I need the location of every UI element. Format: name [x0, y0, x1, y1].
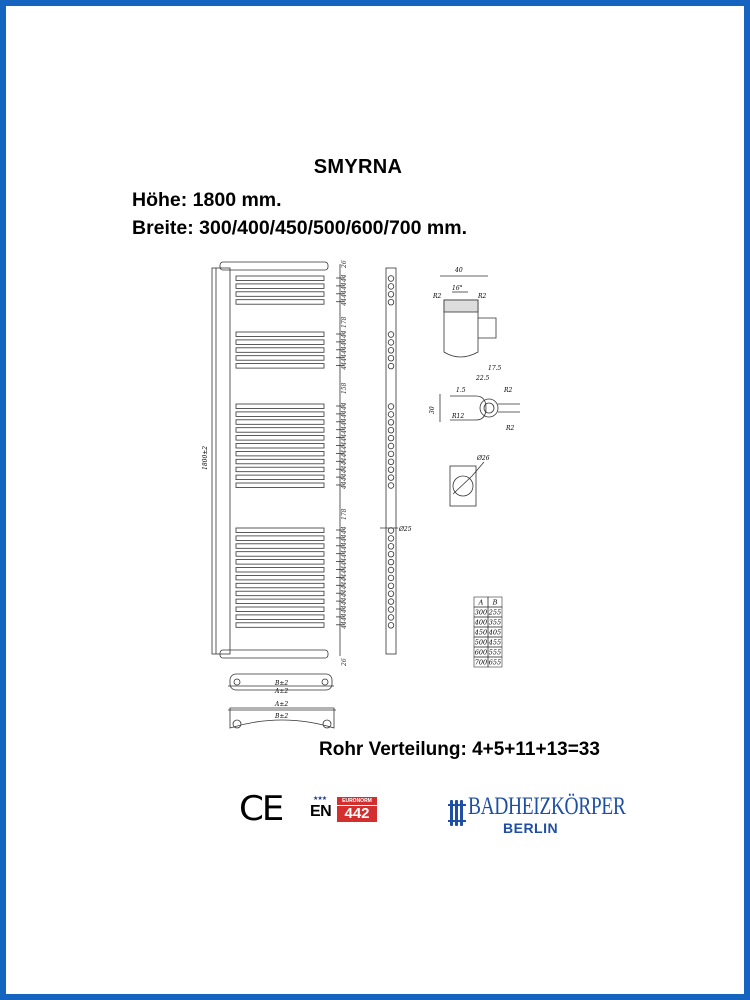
tube-circle: [388, 443, 394, 449]
table-value: 655: [488, 658, 502, 667]
tube: [236, 276, 324, 281]
table-value: 600: [474, 648, 488, 657]
tube-circle: [388, 355, 394, 361]
table-value: 500: [474, 638, 488, 647]
tube: [236, 459, 324, 464]
pitch-label: 44: [341, 338, 348, 346]
side-d3: 1.5: [456, 387, 466, 394]
left-collector: [212, 268, 230, 654]
horizontal-tubes: [236, 276, 324, 627]
pitch-label: 44: [341, 457, 348, 466]
pitch-label: 44: [341, 589, 348, 598]
pitch-label: 44: [341, 282, 348, 290]
tube: [236, 444, 324, 449]
profile-width-label: 40: [455, 267, 463, 274]
pitch-label: 44: [341, 274, 348, 282]
tube: [236, 404, 324, 409]
pitch-label: 44: [341, 534, 348, 542]
side-r1: R12: [452, 413, 465, 420]
tube-circle: [388, 332, 394, 338]
pitch-label: 44: [341, 346, 348, 354]
pitch-label: 44: [341, 621, 348, 629]
table-value: 450: [474, 628, 488, 637]
table-value: 355: [488, 618, 502, 627]
profile-r-right: R2: [478, 293, 487, 300]
front-view: [212, 260, 348, 667]
tube: [236, 528, 324, 533]
gap-label: 158: [341, 382, 348, 394]
pitch-label: 44: [341, 526, 348, 534]
tube-circle: [388, 459, 394, 465]
pitch-label: 44: [341, 481, 348, 489]
brand-name-bottom: BERLIN: [503, 820, 559, 836]
tube-circle: [388, 412, 394, 418]
tube: [236, 591, 324, 596]
tube: [236, 356, 324, 361]
tube-circle: [388, 435, 394, 441]
table-value: 255: [488, 608, 502, 617]
pitch-label: 44: [341, 473, 348, 482]
side-view: [380, 268, 398, 654]
tube-circle: [388, 623, 394, 629]
tube: [236, 412, 324, 417]
pitch-label: 44: [341, 402, 348, 410]
tube-circle: [388, 467, 394, 473]
tube: [236, 536, 324, 541]
profile-angle-label: 16°: [452, 285, 463, 292]
tube-detail: [450, 462, 484, 506]
table-value: 455: [488, 638, 502, 647]
pitch-label: 44: [341, 441, 348, 450]
en-euronorm: EURONORM: [337, 797, 377, 805]
pitch-label: 44: [341, 426, 348, 434]
gap-label: 26: [341, 658, 348, 666]
en-number: 442: [337, 806, 377, 822]
tube: [236, 544, 324, 549]
pitch-label: 44: [341, 550, 348, 558]
gap-label: 178: [341, 316, 348, 328]
pitch-label: 44: [341, 597, 348, 606]
tube-circle: [388, 340, 394, 346]
tube-circle: [388, 575, 394, 581]
eu-stars-icon: ★★★: [313, 796, 327, 802]
tube-circle: [388, 536, 394, 542]
tube-circle: [388, 483, 394, 489]
pitch-label: 44: [341, 465, 348, 474]
pitch-label: 44: [341, 449, 348, 458]
tube: [236, 420, 324, 425]
tube: [236, 348, 324, 353]
pitch-label: 44: [341, 361, 348, 370]
tube-circle: [388, 427, 394, 433]
ce-mark: CE: [238, 789, 283, 829]
tube-circle: [388, 299, 394, 305]
radiator-icon: [448, 796, 470, 832]
tube-circle: [388, 567, 394, 573]
pitch-label: 44: [341, 330, 348, 338]
tube-circle: [388, 528, 394, 534]
tube: [236, 467, 324, 472]
gap-label: 26: [341, 260, 348, 268]
tube-circle: [388, 451, 394, 457]
pitch-label: 44: [341, 613, 348, 621]
tube-circle: [388, 551, 394, 557]
pitch-label: 44: [341, 573, 348, 582]
tube: [236, 623, 324, 628]
tube: [236, 475, 324, 480]
detail-diameter-label: Ø26: [477, 455, 490, 462]
tube-circle: [388, 276, 394, 282]
pitch-label: 44: [341, 433, 348, 442]
tube-circle: [388, 284, 394, 290]
tube-circle: [388, 404, 394, 410]
tube-circle: [388, 607, 394, 613]
tube: [236, 300, 324, 305]
tube: [236, 615, 324, 620]
product-title: SMYRNA: [313, 156, 403, 178]
table-header: A: [478, 598, 484, 607]
tube: [236, 436, 324, 441]
tube: [236, 607, 324, 612]
tube: [236, 568, 324, 573]
tube-distribution: Rohr Verteilung: 4+5+11+13=33: [319, 739, 600, 760]
overall-height-label: 1800±2: [202, 445, 209, 470]
tube-circle: [388, 615, 394, 621]
table-header: B: [492, 598, 498, 607]
top-cap: [220, 262, 328, 270]
side-r3: R2: [506, 425, 515, 432]
brand-logo: [448, 793, 626, 843]
width-spec: Breite: 300/400/450/500/600/700 mm.: [132, 217, 467, 239]
tube: [236, 340, 324, 345]
tube: [236, 599, 324, 604]
side-r2: R2: [504, 387, 513, 394]
bottom-cap: [220, 650, 328, 658]
tube-circle: [388, 475, 394, 481]
pitch-label: 44: [341, 410, 348, 418]
en-prefix: EN: [310, 803, 332, 820]
side-collector: [386, 268, 396, 654]
tube-circle: [388, 363, 394, 369]
tube: [236, 292, 324, 297]
tube: [236, 583, 324, 588]
profile-r-left: R2: [433, 293, 442, 300]
tube: [236, 560, 324, 565]
tube: [236, 575, 324, 580]
tube-circle: [388, 583, 394, 589]
tube: [236, 552, 324, 557]
tube-circle: [388, 420, 394, 426]
side-d4: 30: [429, 406, 436, 414]
tube: [236, 451, 324, 456]
table-value: 300: [474, 608, 488, 617]
tube-circle: [388, 599, 394, 605]
pitch-label: 44: [341, 605, 348, 613]
tube-circle: [388, 348, 394, 354]
pitch-label: 44: [341, 418, 348, 426]
lower-view-a-label: A±2: [275, 701, 289, 708]
dimension-ticks: [336, 260, 348, 667]
pitch-label: 44: [341, 581, 348, 590]
dimension-table: [474, 597, 502, 667]
table-value: 555: [488, 648, 502, 657]
tube: [236, 284, 324, 289]
tube: [236, 364, 324, 369]
pitch-label: 44: [341, 298, 348, 306]
upper-view-a-label: A±2: [275, 688, 289, 695]
tube: [236, 483, 324, 488]
table-value: 700: [474, 658, 488, 667]
gap-label: 178: [341, 508, 348, 520]
side-d2: 22.5: [476, 375, 490, 382]
pitch-label: 44: [341, 542, 348, 550]
pitch-label: 44: [341, 557, 348, 566]
profile-top-detail: [440, 276, 496, 357]
pitch-label: 44: [341, 565, 348, 574]
height-spec: Höhe: 1800 mm.: [132, 189, 282, 211]
tube-circle: [388, 591, 394, 597]
brand-name-top: BADHEIZKÖRPER: [468, 793, 626, 820]
tube: [236, 428, 324, 433]
side-d1: 17.5: [488, 365, 502, 372]
tube-circle: [388, 559, 394, 565]
table-value: 405: [488, 628, 502, 637]
upper-view-b-label: B±2: [275, 680, 289, 687]
pitch-label: 44: [341, 354, 348, 362]
tube-diameter-label: Ø25: [399, 526, 412, 533]
table-value: 400: [474, 618, 488, 627]
lower-view-b-label: B±2: [275, 713, 289, 720]
pitch-label: 44: [341, 290, 348, 298]
en-442-badge: [310, 797, 380, 825]
side-tube-circles: [388, 276, 394, 628]
tube-circle: [388, 544, 394, 550]
tube-circle: [388, 292, 394, 298]
tube: [236, 332, 324, 337]
